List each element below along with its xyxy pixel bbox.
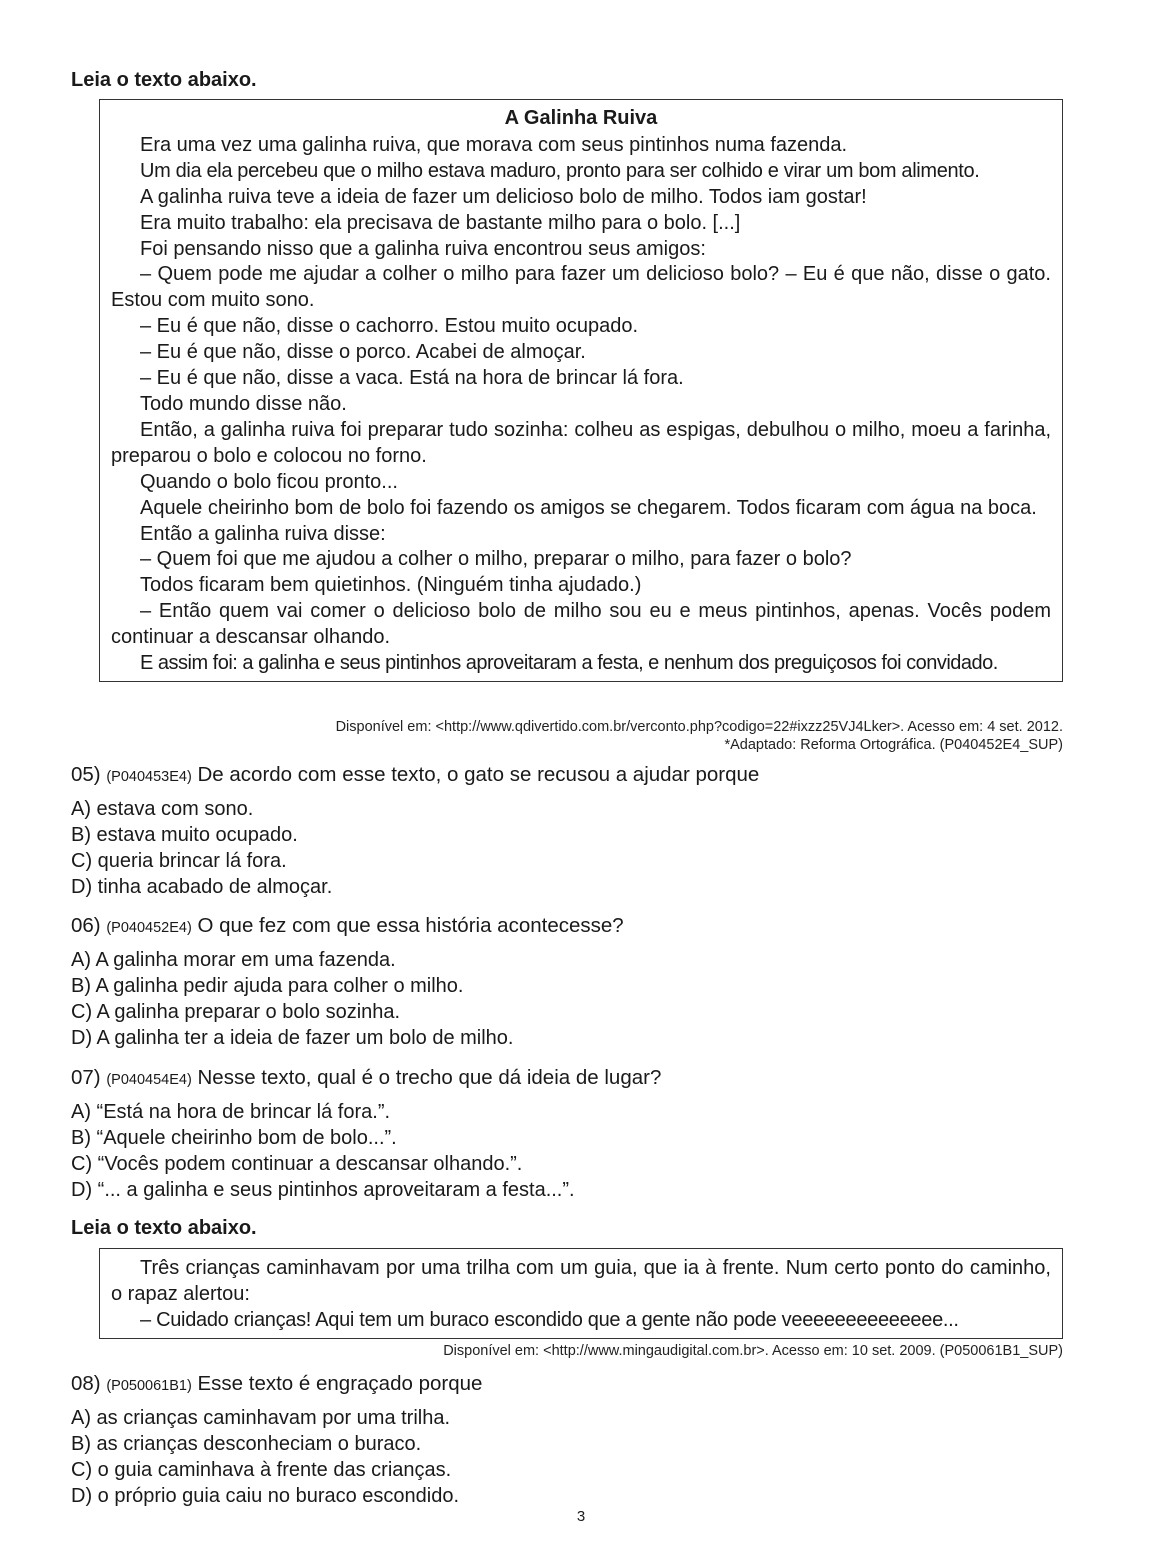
story-source bbox=[336, 718, 1063, 754]
question-05 bbox=[71, 762, 1061, 900]
question-number: 08) bbox=[71, 1372, 101, 1395]
story-paragraph: – Eu é que não, disse o cachorro. Estou muito ocupado. bbox=[140, 315, 639, 338]
question-08 bbox=[71, 1371, 1061, 1509]
story-source-line: Disponível em: <http://www.qdivertido.com.br/verconto.php?codigo=22#ixzz25VJ4Lker>. Acesso em: 4 set. 2012. bbox=[335, 719, 1063, 735]
story-paragraph: A galinha ruiva teve a ideia de fazer um delicioso bolo de milho. Todos iam gostar! bbox=[140, 185, 867, 208]
question-stem bbox=[71, 1065, 1061, 1093]
story-title: A Galinha Ruiva bbox=[504, 107, 658, 129]
question-number: 07) bbox=[71, 1066, 101, 1089]
story-text-box bbox=[99, 99, 1063, 682]
question-stem bbox=[71, 1371, 1061, 1399]
question-text: Nesse texto, qual é o trecho que dá ideia de lugar? bbox=[197, 1066, 662, 1089]
story-paragraph: Era muito trabalho: ela precisava de bastante milho para o bolo. [...] bbox=[140, 211, 741, 234]
answer-option-a[interactable]: A) A galinha morar em uma fazenda. bbox=[71, 949, 396, 971]
answer-option-c[interactable]: C) “Vocês podem continuar a descansar olhando.”. bbox=[71, 1153, 523, 1175]
question-code: (P040453E4) bbox=[106, 769, 192, 785]
short-text-box bbox=[99, 1248, 1063, 1339]
answer-option-a[interactable]: A) estava com sono. bbox=[71, 798, 254, 820]
question-text: Esse texto é engraçado porque bbox=[197, 1372, 483, 1395]
story-paragraph: Um dia ela percebeu que o milho estava maduro, pronto para ser colhido e virar um bom alimento. bbox=[140, 159, 980, 182]
instruction-heading: Leia o texto abaixo. bbox=[71, 69, 257, 91]
story-paragraph: – Então quem vai comer o delicioso bolo de milho sou eu e meus pintinhos, apenas. Vocês podem continuar a descansar olhando. bbox=[111, 600, 1051, 649]
story-paragraph: – Eu é que não, disse o porco. Acabei de almoçar. bbox=[140, 341, 586, 364]
question-code: (P040452E4) bbox=[106, 920, 192, 936]
story-paragraph: Então a galinha ruiva disse: bbox=[140, 522, 386, 545]
answer-option-c[interactable]: C) o guia caminhava à frente das crianças. bbox=[71, 1459, 452, 1481]
question-stem bbox=[71, 913, 1061, 941]
answer-option-b[interactable]: B) as crianças desconheciam o buraco. bbox=[71, 1433, 422, 1455]
answer-option-d[interactable]: D) A galinha ter a ideia de fazer um bolo de milho. bbox=[71, 1027, 514, 1049]
question-stem bbox=[71, 762, 1061, 790]
story-paragraph: – Quem foi que me ajudou a colher o milho, preparar o milho, para fazer o bolo? bbox=[140, 548, 852, 571]
answer-option-b[interactable]: B) A galinha pedir ajuda para colher o milho. bbox=[71, 975, 464, 997]
answer-option-d[interactable]: D) tinha acabado de almoçar. bbox=[71, 876, 333, 898]
story-paragraph: Então, a galinha ruiva foi preparar tudo sozinha: colheu as espigas, debulhou o milho, moeu a farinha, preparou o bolo e colocou no forno. bbox=[111, 418, 1051, 467]
question-code: (P040454E4) bbox=[106, 1072, 192, 1088]
answer-option-a[interactable]: A) “Está na hora de brincar lá fora.”. bbox=[71, 1101, 391, 1123]
answer-option-b[interactable]: B) “Aquele cheirinho bom de bolo...”. bbox=[71, 1127, 397, 1149]
story-paragraph: Era uma vez uma galinha ruiva, que morava com seus pintinhos numa fazenda. bbox=[140, 133, 848, 156]
question-code: (P050061B1) bbox=[106, 1378, 192, 1394]
answer-option-d[interactable]: D) o próprio guia caiu no buraco escondido. bbox=[71, 1485, 460, 1507]
story-paragraph: – Quem pode me ajudar a colher o milho para fazer um delicioso bolo? – Eu é que não, disse o gato. Estou com muito sono. bbox=[111, 263, 1051, 312]
story-paragraph: Aquele cheirinho bom de bolo foi fazendo os amigos se chegarem. Todos ficaram com água na boca. bbox=[140, 496, 1037, 519]
story-paragraph: Todo mundo disse não. bbox=[140, 392, 347, 415]
short-text-source: Disponível em: <http://www.mingaudigital.com.br>. Acesso em: 10 set. 2009. (P050061B1_SUP) bbox=[443, 1343, 1063, 1359]
question-text: De acordo com esse texto, o gato se recusou a ajudar porque bbox=[197, 763, 760, 786]
story-paragraph: – Eu é que não, disse a vaca. Está na hora de brincar lá fora. bbox=[140, 367, 684, 390]
story-paragraph: Quando o bolo ficou pronto... bbox=[140, 470, 398, 493]
short-text-paragraph: Três crianças caminhavam por uma trilha com um guia, que ia à frente. Num certo ponto do caminho, o rapaz alertou: bbox=[111, 1257, 1051, 1305]
answer-option-d[interactable]: D) “... a galinha e seus pintinhos aproveitaram a festa...”. bbox=[71, 1179, 575, 1201]
question-number: 05) bbox=[71, 763, 101, 786]
page-number: 3 bbox=[576, 1508, 586, 1525]
answer-option-c[interactable]: C) queria brincar lá fora. bbox=[71, 850, 287, 872]
question-number: 06) bbox=[71, 914, 101, 937]
story-paragraph: E assim foi: a galinha e seus pintinhos aproveitaram a festa, e nenhum dos preguiçosos foi convidado. bbox=[140, 652, 998, 675]
story-paragraph: Foi pensando nisso que a galinha ruiva encontrou seus amigos: bbox=[140, 237, 706, 260]
instruction-heading: Leia o texto abaixo. bbox=[71, 1217, 257, 1239]
story-paragraph: Todos ficaram bem quietinhos. (Ninguém tinha ajudado.) bbox=[140, 574, 642, 597]
answer-option-a[interactable]: A) as crianças caminhavam por uma trilha. bbox=[71, 1407, 451, 1429]
question-06 bbox=[71, 913, 1061, 1051]
short-text-paragraph: – Cuidado crianças! Aqui tem um buraco escondido que a gente não pode veeeeeeeeeeeeee... bbox=[140, 1308, 959, 1331]
answer-option-b[interactable]: B) estava muito ocupado. bbox=[71, 824, 298, 846]
answer-option-c[interactable]: C) A galinha preparar o bolo sozinha. bbox=[71, 1001, 401, 1023]
question-text: O que fez com que essa história acontecesse? bbox=[197, 914, 624, 937]
question-07 bbox=[71, 1065, 1061, 1203]
story-source-note: *Adaptado: Reforma Ortográfica. (P040452E4_SUP) bbox=[724, 737, 1063, 753]
